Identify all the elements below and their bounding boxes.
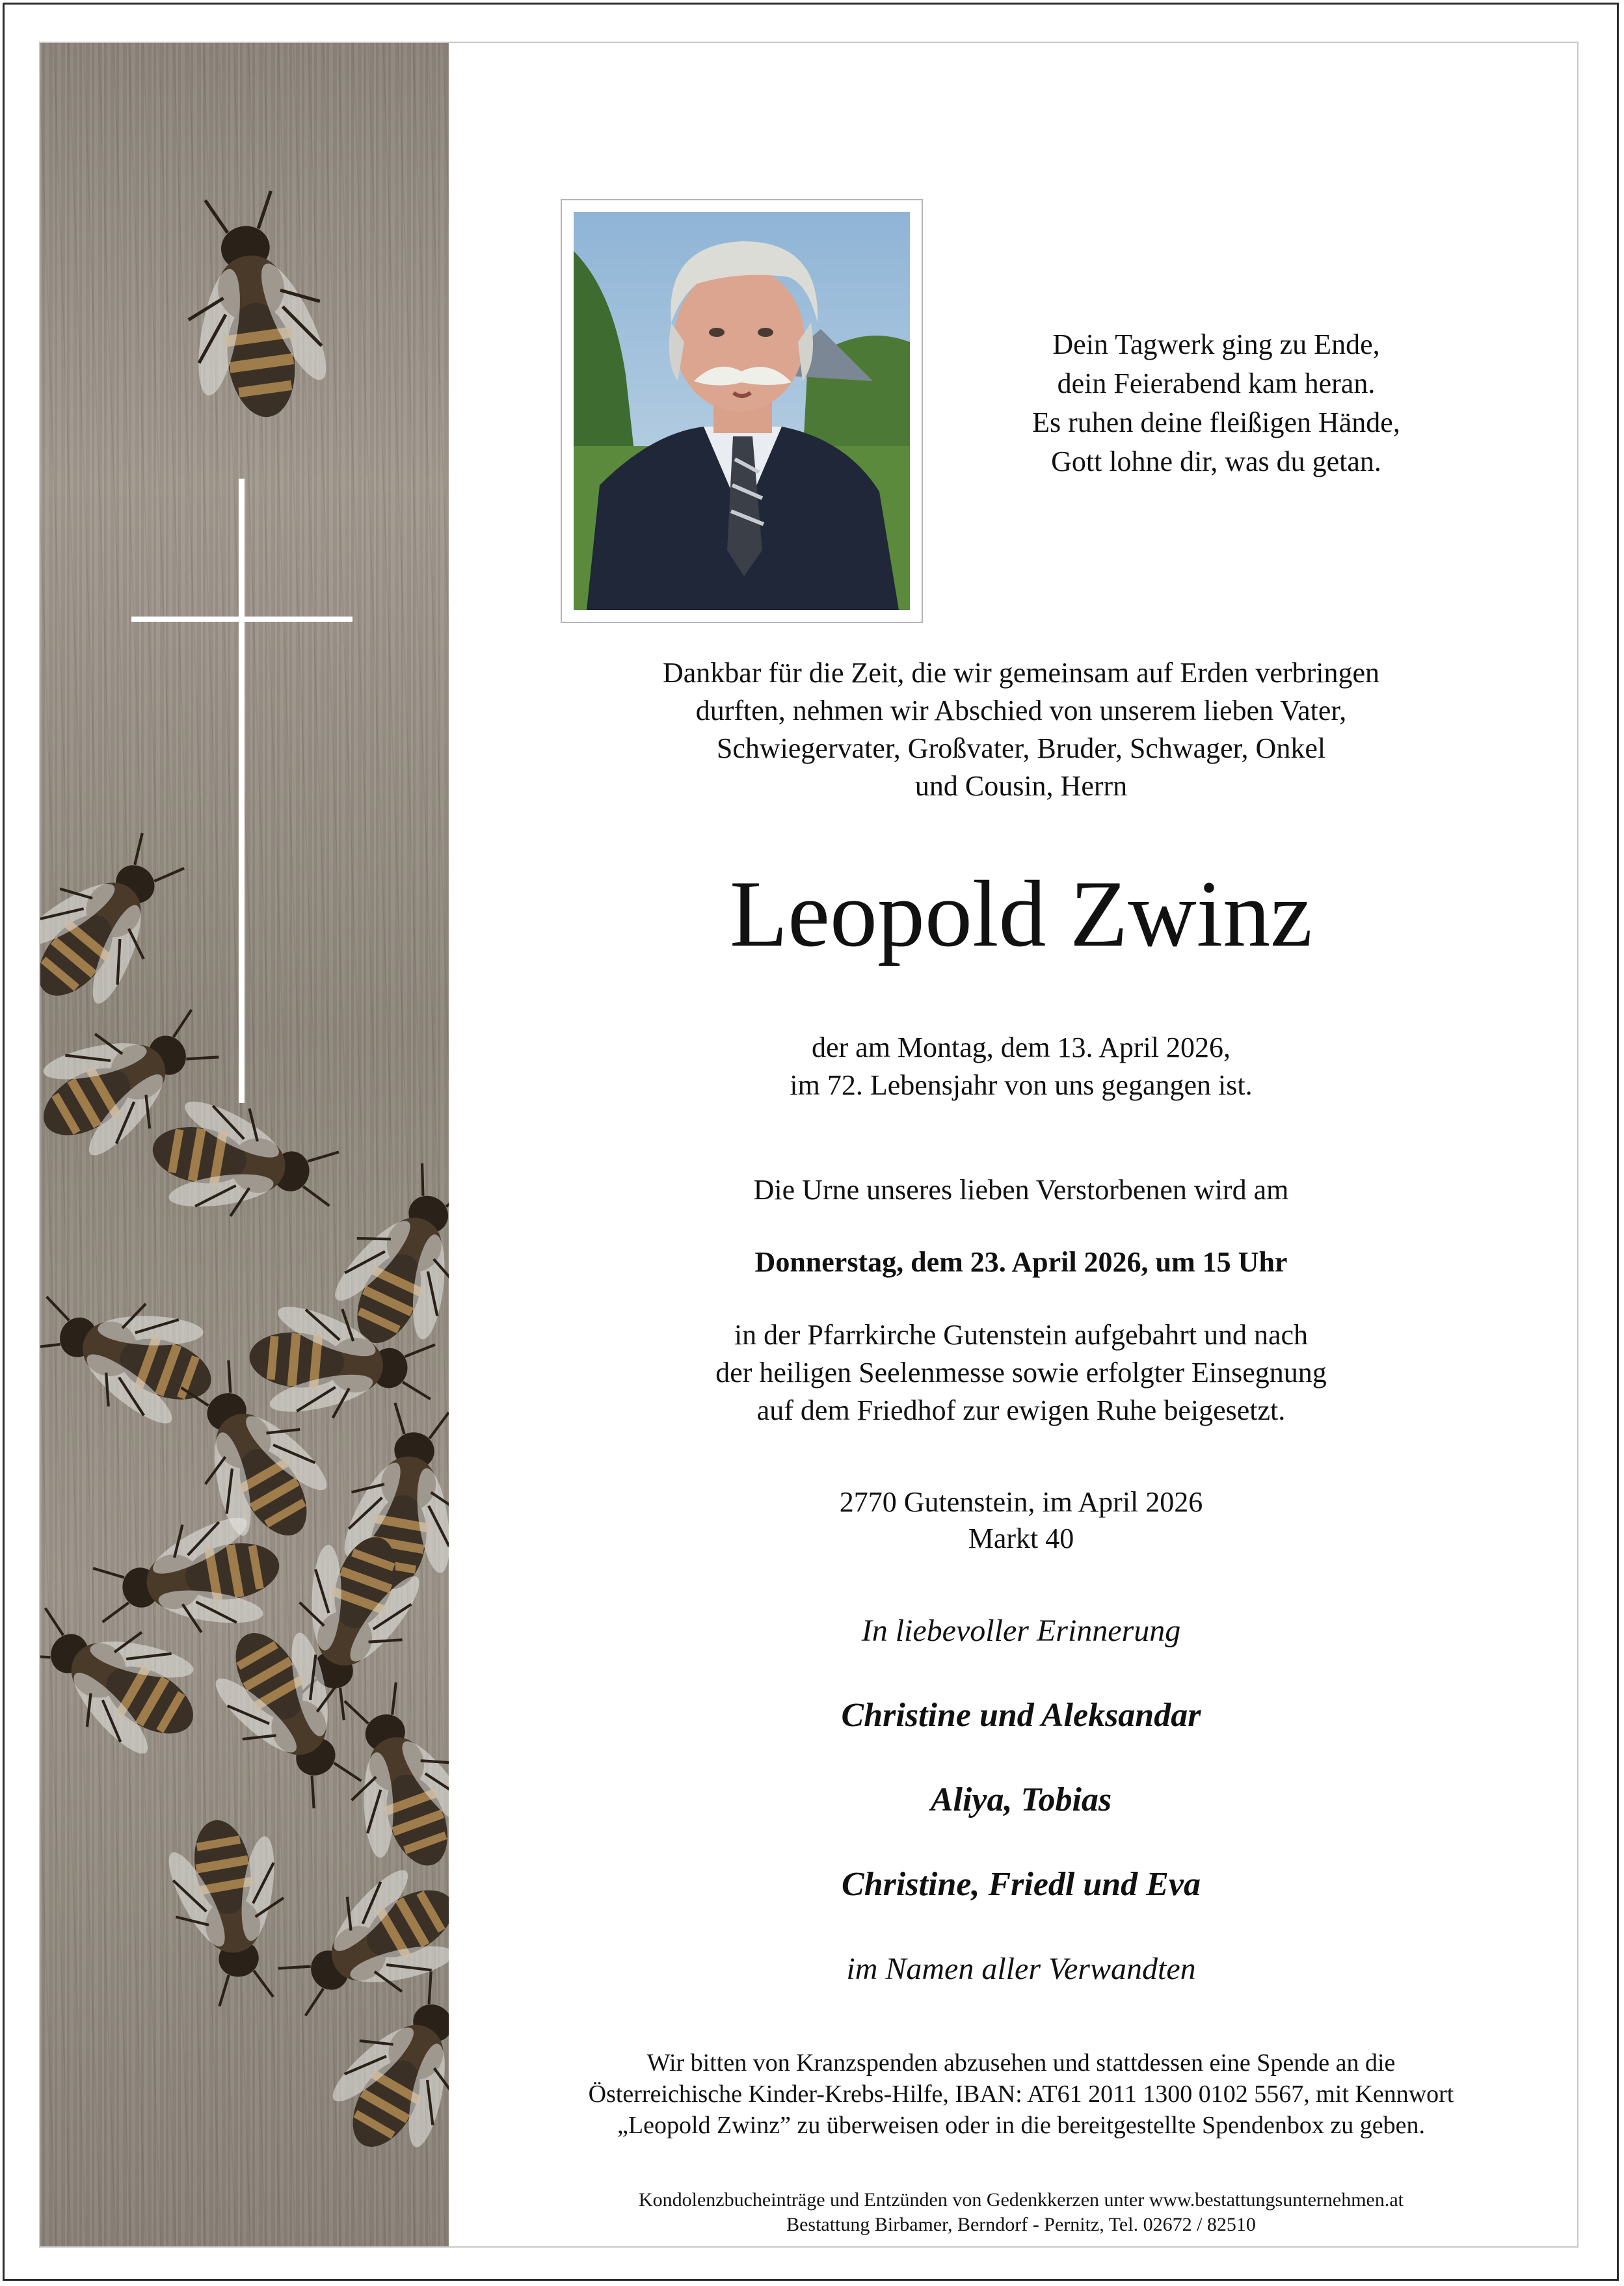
- intro-line: Dankbar für die Zeit, die wir gemeinsam auf Erden verbringen: [662, 657, 1380, 689]
- ceremony-date: Donnerstag, dem 23. April 2026, um 15 Uhr: [754, 1246, 1288, 1278]
- footer-line: Kondolenzbucheinträge und Entzünden von Gedenkkerzen unter www.bestattungsunternehmen.at: [638, 2189, 1404, 2211]
- footer: [494, 2188, 1548, 2237]
- bees-illustration: [40, 43, 449, 2246]
- poem-line: Dein Tagwerk ging zu Ende,: [1052, 328, 1380, 360]
- poem-line: Gott lohne dir, was du getan.: [1051, 445, 1381, 477]
- intro-line: durften, nehmen wir Abschied von unserem lieben Vater,: [695, 695, 1347, 726]
- wood-bees-panel: [40, 43, 449, 2246]
- deceased-name: Leopold Zwinz: [729, 861, 1313, 966]
- portrait-frame: [561, 199, 923, 623]
- cross-vertical: [239, 479, 245, 1103]
- family-member-group: Aliya, Tobias: [930, 1781, 1112, 1818]
- address-line: Markt 40: [968, 1522, 1074, 1554]
- ceremony-place: [533, 1316, 1509, 1429]
- portrait-photo: [574, 212, 910, 610]
- memory-text: In liebevoller Erinnerung: [861, 1614, 1181, 1648]
- poem-line: Es ruhen deine fleißigen Hände,: [1032, 406, 1400, 438]
- death-line: im 72. Lebensjahr von uns gegangen ist.: [790, 1069, 1253, 1101]
- urn-text: Die Urne unseres lieben Verstorbenen wird am: [753, 1174, 1289, 1206]
- family-member-group: Christine und Aleksandar: [841, 1697, 1201, 1734]
- footer-line: Bestattung Birbamer, Berndorf - Pernitz, Tel. 02672 / 82510: [786, 2214, 1256, 2235]
- intro-line: Schwiegervater, Großvater, Bruder, Schwager, Onkel: [716, 732, 1326, 764]
- death-info: [533, 1029, 1509, 1104]
- address: [533, 1484, 1509, 1557]
- donation-note: [494, 2047, 1548, 2141]
- intro-line: und Cousin, Herrn: [914, 770, 1128, 802]
- cross-horizontal: [131, 617, 353, 622]
- bee-top: [165, 185, 343, 427]
- family-member-group: Christine, Friedl und Eva: [842, 1866, 1201, 1903]
- address-line: 2770 Gutenstein, im April 2026: [839, 1486, 1203, 1518]
- place-line: der heiligen Seelenmesse sowie erfolgter Einsegnung: [715, 1357, 1327, 1389]
- donation-line: „Leopold Zwinz” zu überweisen oder in die bereitgestellte Spendenbox zu geben.: [617, 2112, 1425, 2139]
- place-line: auf dem Friedhof zur ewigen Ruhe beigesetzt.: [756, 1394, 1286, 1426]
- poem: [956, 325, 1476, 481]
- donation-line: Österreichische Kinder-Krebs-Hilfe, IBAN: AT61 2011 1300 0102 5567, mit Kennwort: [588, 2080, 1454, 2108]
- donation-line: Wir bitten von Kranzspenden abzusehen und stattdessen eine Spende an die: [646, 2049, 1396, 2077]
- poem-line: dein Feierabend kam heran.: [1057, 367, 1376, 399]
- intro-text: [533, 654, 1509, 805]
- death-line: der am Montag, dem 13. April 2026,: [811, 1031, 1231, 1063]
- place-line: in der Pfarrkirche Gutenstein aufgebahrt und nach: [734, 1319, 1309, 1351]
- relatives-text: im Namen aller Verwandten: [846, 1952, 1196, 1986]
